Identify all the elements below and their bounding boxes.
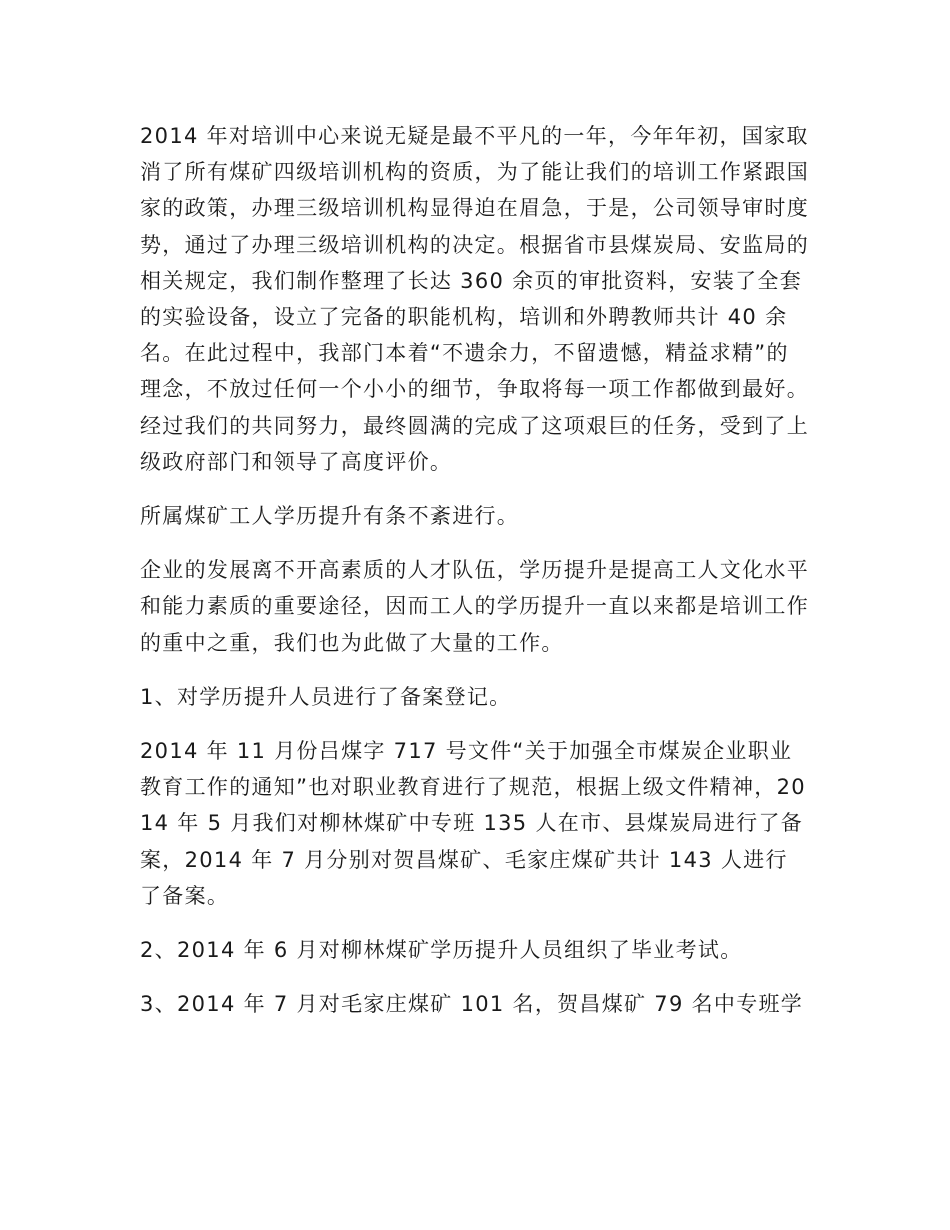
paragraph-item-3: 3、2014 年 7 月对毛家庄煤矿 101 名，贺昌煤矿 79 名中专班学 — [140, 992, 804, 1017]
paragraph-item-2: 2、2014 年 6 月对柳林煤矿学历提升人员组织了毕业考试。 — [140, 938, 743, 963]
paragraph-training-center-year: 2014 年对培训中心来说无疑是最不平凡的一年，今年年初，国家取消了所有煤矿四级培训机构的资质，为了能让我们的培训工作紧跟国家的政策，办理三级培训机构显得迫在眉急，于是，公司领导审时度势，通过了办理三级培训机构的决定。根据省市县煤炭局、安监局的相关规定，我们制作整理了长达 360 余页的审批资料，安装了全套的实验设备，设立了完备的职能机构，培训和外聘教师共计 40 余名。在此过程中，我部门本着“不遗余力，不留遗憾，精益求精”的理念，不放过任何一个小小的细节，争取将每一项工作都做到最好。经过我们的共同努力，最终圆满的完成了这项艰巨的任务，受到了上级政府部门和领导了高度评价。 — [140, 124, 809, 474]
paragraph-filing-details: 2014 年 11 月份吕煤字 717 号文件“关于加强全市煤炭企业职业教育工作的通知”也对职业教育进行了规范，根据上级文件精神，2014 年 5 月我们对柳林煤矿中专班 135 人在市、县煤炭局进行了备案，2014 年 7 月分别对贺昌煤矿、毛家庄煤矿共计 143 人进行了备案。 — [140, 739, 806, 908]
paragraph-talent-development: 企业的发展离不开高素质的人才队伍，学历提升是提高工人文化水平和能力素质的重要途径，因而工人的学历提升一直以来都是培训工作的重中之重，我们也为此做了大量的工作。 — [140, 558, 809, 655]
document-body — [140, 118, 810, 1040]
paragraph-item-1: 1、对学历提升人员进行了备案登记。 — [140, 684, 512, 709]
paragraph-education-upgrade-heading: 所属煤矿工人学历提升有条不紊进行。 — [140, 504, 520, 529]
